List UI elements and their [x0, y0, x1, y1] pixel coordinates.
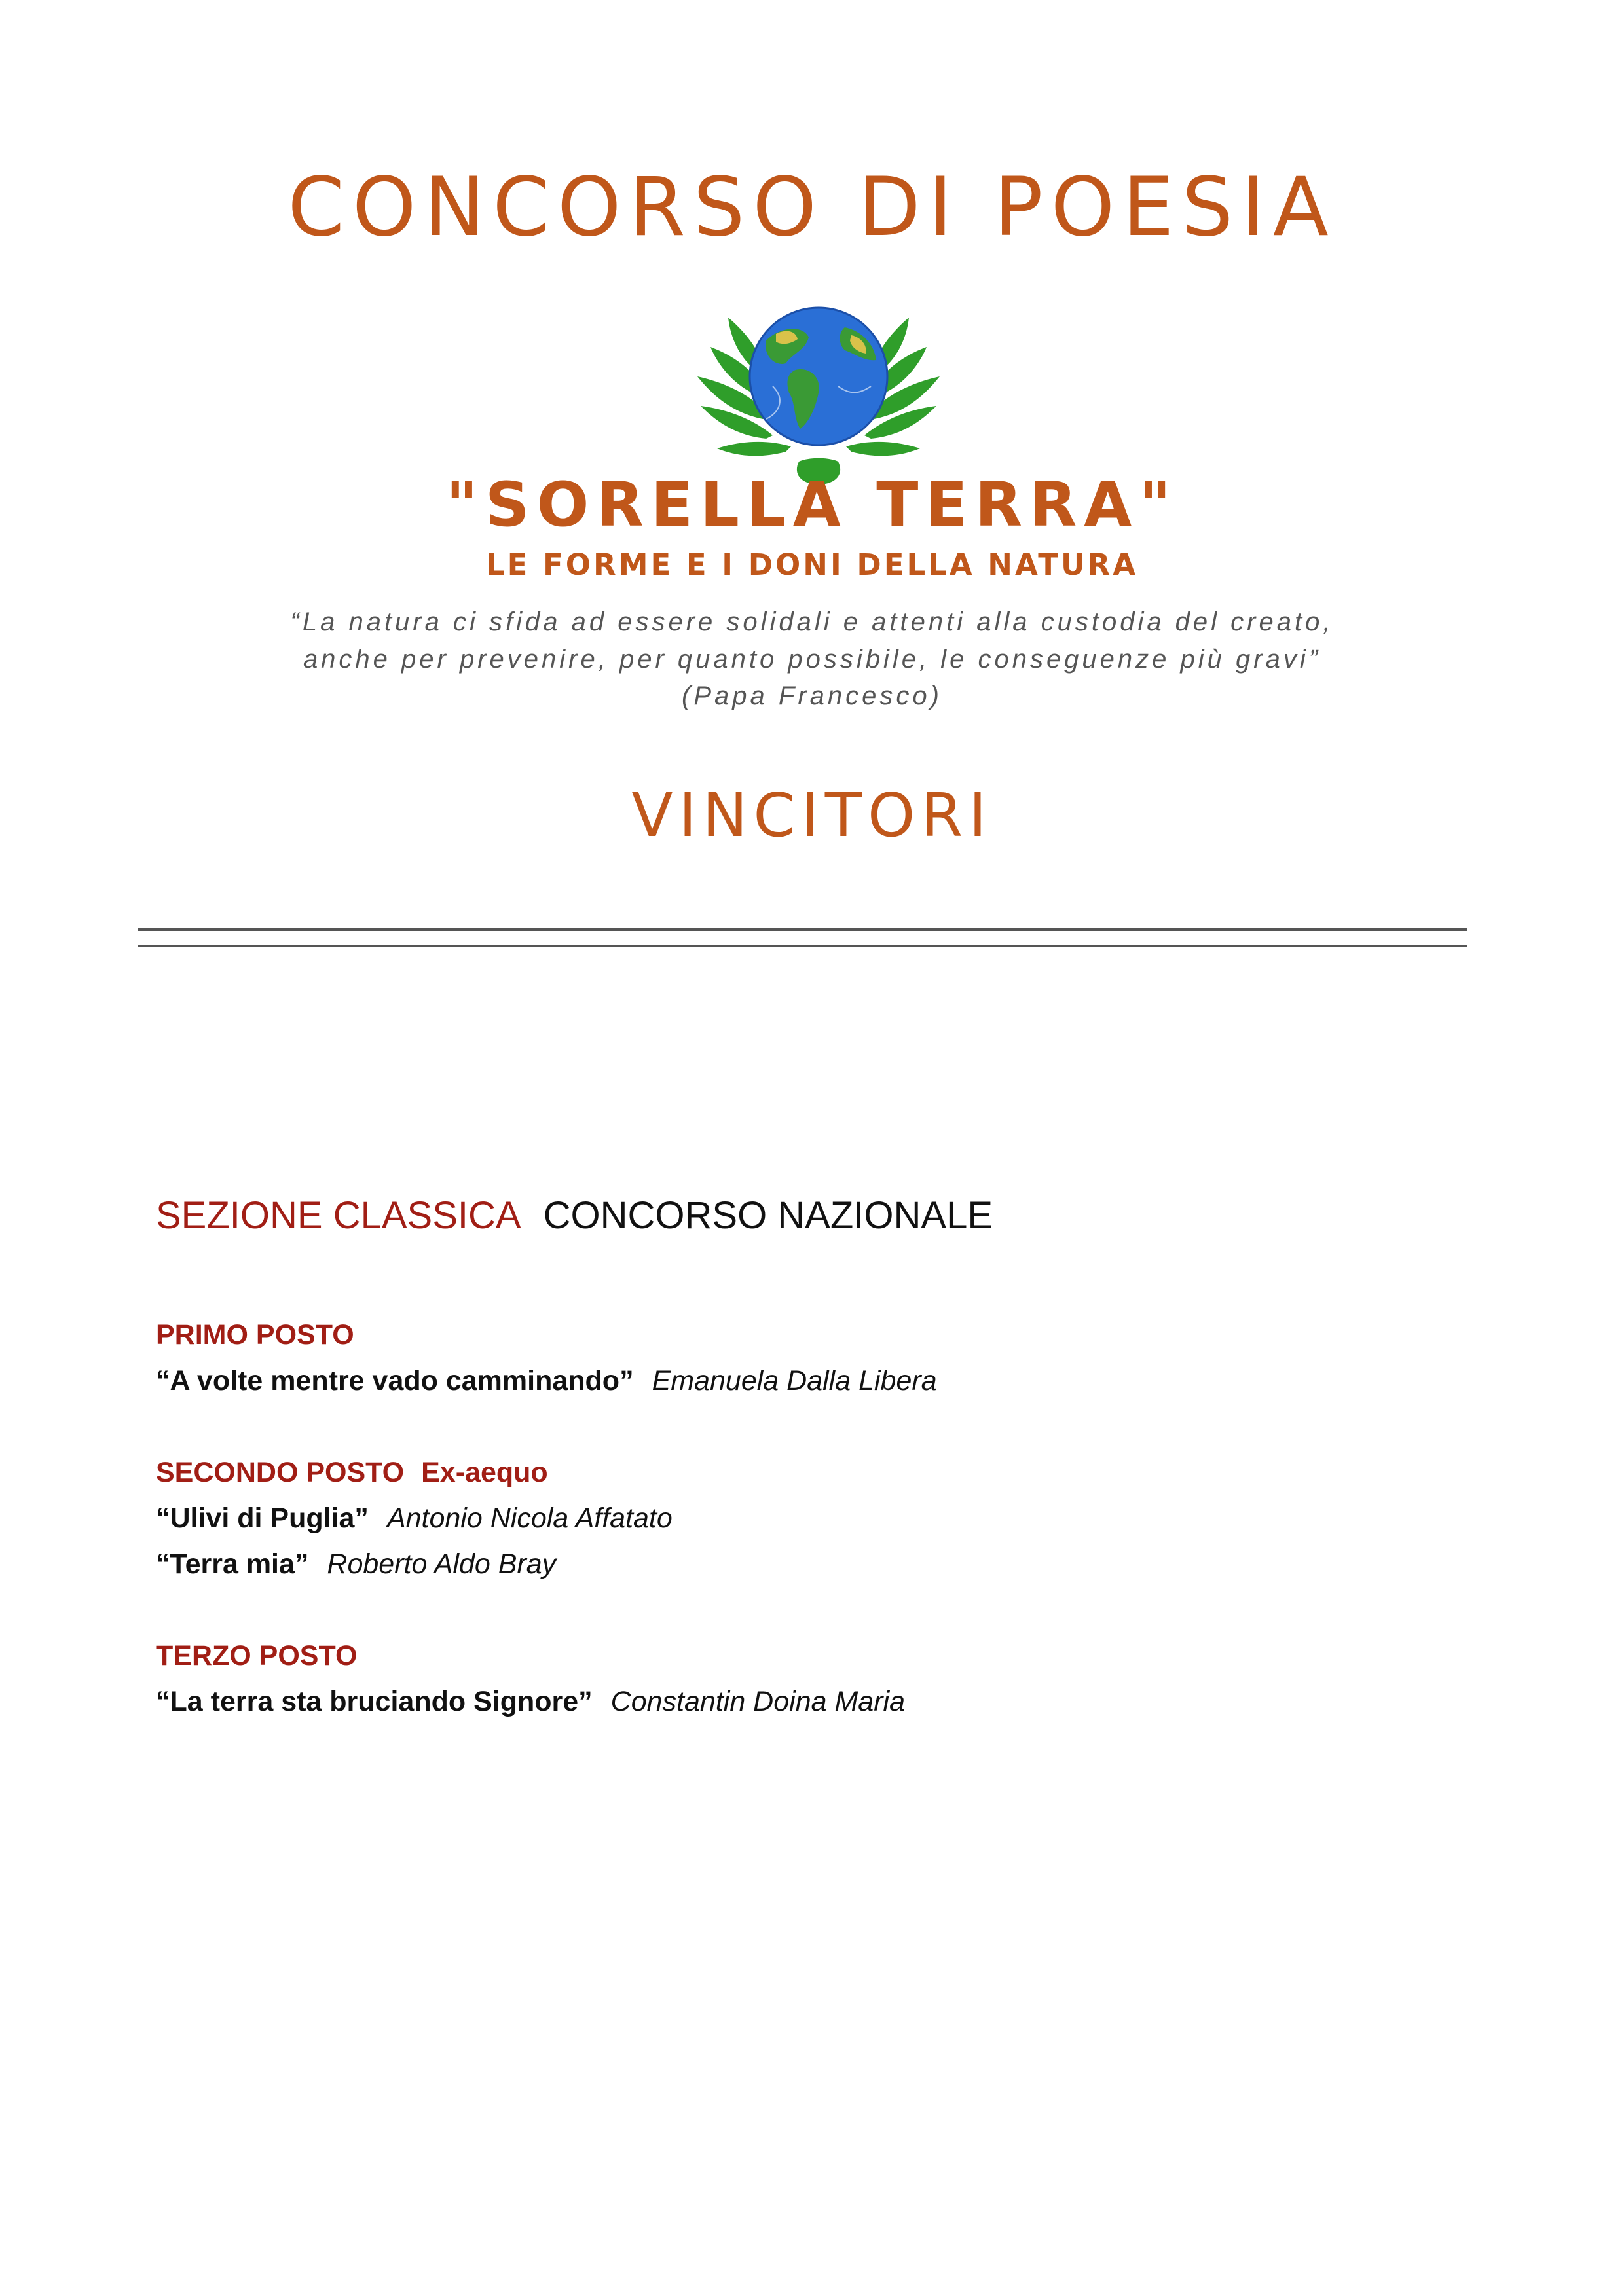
- quote-attribution: (Papa Francesco): [682, 682, 942, 710]
- winners-heading: VINCITORI: [631, 780, 993, 850]
- section-heading: [156, 1194, 993, 1237]
- place-heading-third: [156, 1642, 357, 1670]
- globe-with-leaves-icon: [688, 288, 950, 484]
- poem-title: “A volte mentre vado camminando”: [156, 1365, 634, 1396]
- poem-author: Emanuela Dalla Libera: [652, 1365, 937, 1396]
- quote-line-2: anche per prevenire, per quanto possibile, le conseguenze più gravi”: [303, 645, 1321, 674]
- quote-line-1: “La natura ci sfida ad essere solidali e attenti alla custodia del creato,: [290, 608, 1334, 636]
- winner-entry: [156, 1550, 556, 1578]
- divider-bottom: [138, 945, 1467, 947]
- logo-subtitle: LE FORME E I DONI DELLA NATURA: [485, 547, 1139, 582]
- winner-entry: [156, 1504, 673, 1533]
- poem-title: “Terra mia”: [156, 1548, 309, 1580]
- logo-title: "SORELLA TERRA": [445, 469, 1179, 541]
- winner-entry: [156, 1688, 905, 1716]
- place-heading-first: [156, 1321, 354, 1349]
- poem-author: Antonio Nicola Affatato: [386, 1503, 673, 1534]
- section-label: SEZIONE CLASSICA: [156, 1194, 521, 1237]
- poem-title: “Ulivi di Puglia”: [156, 1503, 369, 1534]
- place-label: TERZO POSTO: [156, 1640, 358, 1671]
- place-note: Ex-aequo: [421, 1457, 548, 1488]
- place-label: SECONDO POSTO: [156, 1457, 405, 1488]
- page-title: CONCORSO DI POESIA: [287, 160, 1337, 255]
- poem-author: Constantin Doina Maria: [610, 1686, 905, 1717]
- place-heading-second: [156, 1459, 548, 1487]
- divider-top: [138, 928, 1467, 931]
- poem-author: Roberto Aldo Bray: [327, 1548, 557, 1580]
- section-subtitle: CONCORSO NAZIONALE: [543, 1194, 993, 1237]
- poem-title: “La terra sta bruciando Signore”: [156, 1686, 593, 1717]
- place-label: PRIMO POSTO: [156, 1319, 354, 1351]
- winner-entry: [156, 1367, 937, 1395]
